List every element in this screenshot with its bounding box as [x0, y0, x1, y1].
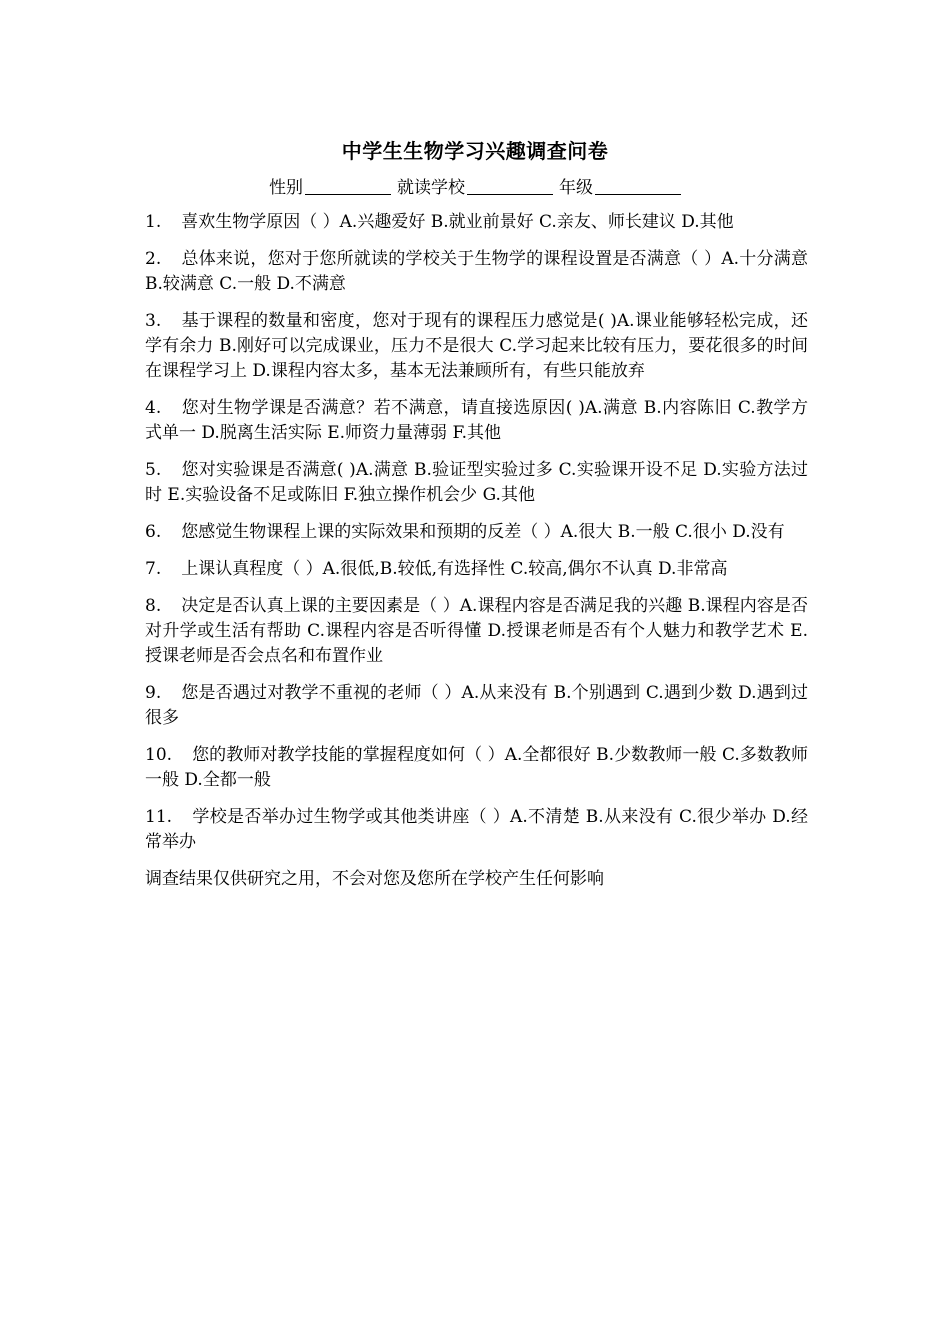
- question-text: 基于课程的数量和密度，您对于现有的课程压力感觉是( )A.课业能够轻松完成，还学有余力 B.刚好可以完成课业，压力不是很大 C.学习起来比较有压力，要花很多的时间在课程学习上 D.课程内容太多，基本无法兼顾所有，有些只能放弃: [145, 311, 808, 381]
- question-6: [145, 520, 808, 545]
- question-5: [145, 458, 808, 508]
- document-title: 中学生生物学习兴趣调查问卷: [341, 139, 609, 163]
- question-2: [145, 247, 808, 297]
- question-text: 您的教师对教学技能的掌握程度如何（ ）A.全都很好 B.少数教师一般 C.多数教师一般 D.全都一般: [145, 745, 808, 790]
- question-text: 喜欢生物学原因（ ）A.兴趣爱好 B.就业前景好 C.亲友、师长建议 D.其他: [181, 212, 734, 232]
- school-blank[interactable]: [467, 176, 553, 195]
- question-text: 总体来说，您对于您所就读的学校关于生物学的课程设置是否满意（ ）A.十分满意 B.较满意 C.一般 D.不满意: [145, 249, 808, 294]
- question-11: [145, 805, 808, 855]
- question-7: [145, 557, 808, 582]
- question-number: 9.: [145, 683, 162, 703]
- question-number: 11.: [145, 807, 173, 827]
- school-label: 就读学校: [397, 178, 465, 198]
- question-number: 10.: [145, 745, 173, 765]
- question-10: [145, 743, 808, 793]
- question-9: [145, 681, 808, 731]
- question-text: 您对生物学课是否满意？若不满意，请直接选原因( )A.满意 B.内容陈旧 C.教学方式单一 D.脱离生活实际 E.师资力量薄弱 F.其他: [145, 398, 808, 443]
- question-text: 上课认真程度（ ）A.很低,B.较低,有选择性 C.较高,偶尔不认真 D.非常高: [181, 559, 728, 579]
- gender-label: 性别: [269, 178, 303, 198]
- question-text: 您感觉生物课程上课的实际效果和预期的反差（ ）A.很大 B.一般 C.很小 D.没有: [181, 522, 785, 542]
- question-8: [145, 594, 808, 669]
- question-number: 5.: [145, 460, 162, 480]
- question-3: [145, 309, 808, 384]
- question-number: 2.: [145, 249, 162, 269]
- grade-label: 年级: [559, 178, 593, 198]
- question-1: [145, 210, 808, 235]
- grade-blank[interactable]: [595, 176, 681, 195]
- gender-blank[interactable]: [305, 176, 391, 195]
- question-number: 4.: [145, 398, 162, 418]
- question-number: 1.: [145, 212, 162, 232]
- question-number: 7.: [145, 559, 162, 579]
- footer-note: 调查结果仅供研究之用，不会对您及您所在学校产生任何影响: [145, 869, 604, 889]
- question-4: [145, 396, 808, 446]
- respondent-info-line: [0, 175, 950, 201]
- question-text: 学校是否举办过生物学或其他类讲座（ ）A.不清楚 B.从来没有 C.很少举办 D.经常举办: [145, 807, 808, 852]
- question-number: 3.: [145, 311, 162, 331]
- question-number: 6.: [145, 522, 162, 542]
- question-text: 您是否遇过对教学不重视的老师（ ）A.从来没有 B.个别遇到 C.遇到少数 D.遇到过很多: [145, 683, 808, 728]
- question-number: 8.: [145, 596, 162, 616]
- question-text: 您对实验课是否满意( )A.满意 B.验证型实验过多 C.实验课开设不足 D.实验方法过时 E.实验设备不足或陈旧 F.独立操作机会少 G.其他: [145, 460, 808, 505]
- question-list: [145, 210, 808, 892]
- question-text: 决定是否认真上课的主要因素是（ ）A.课程内容是否满足我的兴趣 B.课程内容是否对升学或生活有帮助 C.课程内容是否听得懂 D.授课老师是否有个人魅力和教学艺术 E.授课老师是否会点名和布置作业: [145, 596, 808, 666]
